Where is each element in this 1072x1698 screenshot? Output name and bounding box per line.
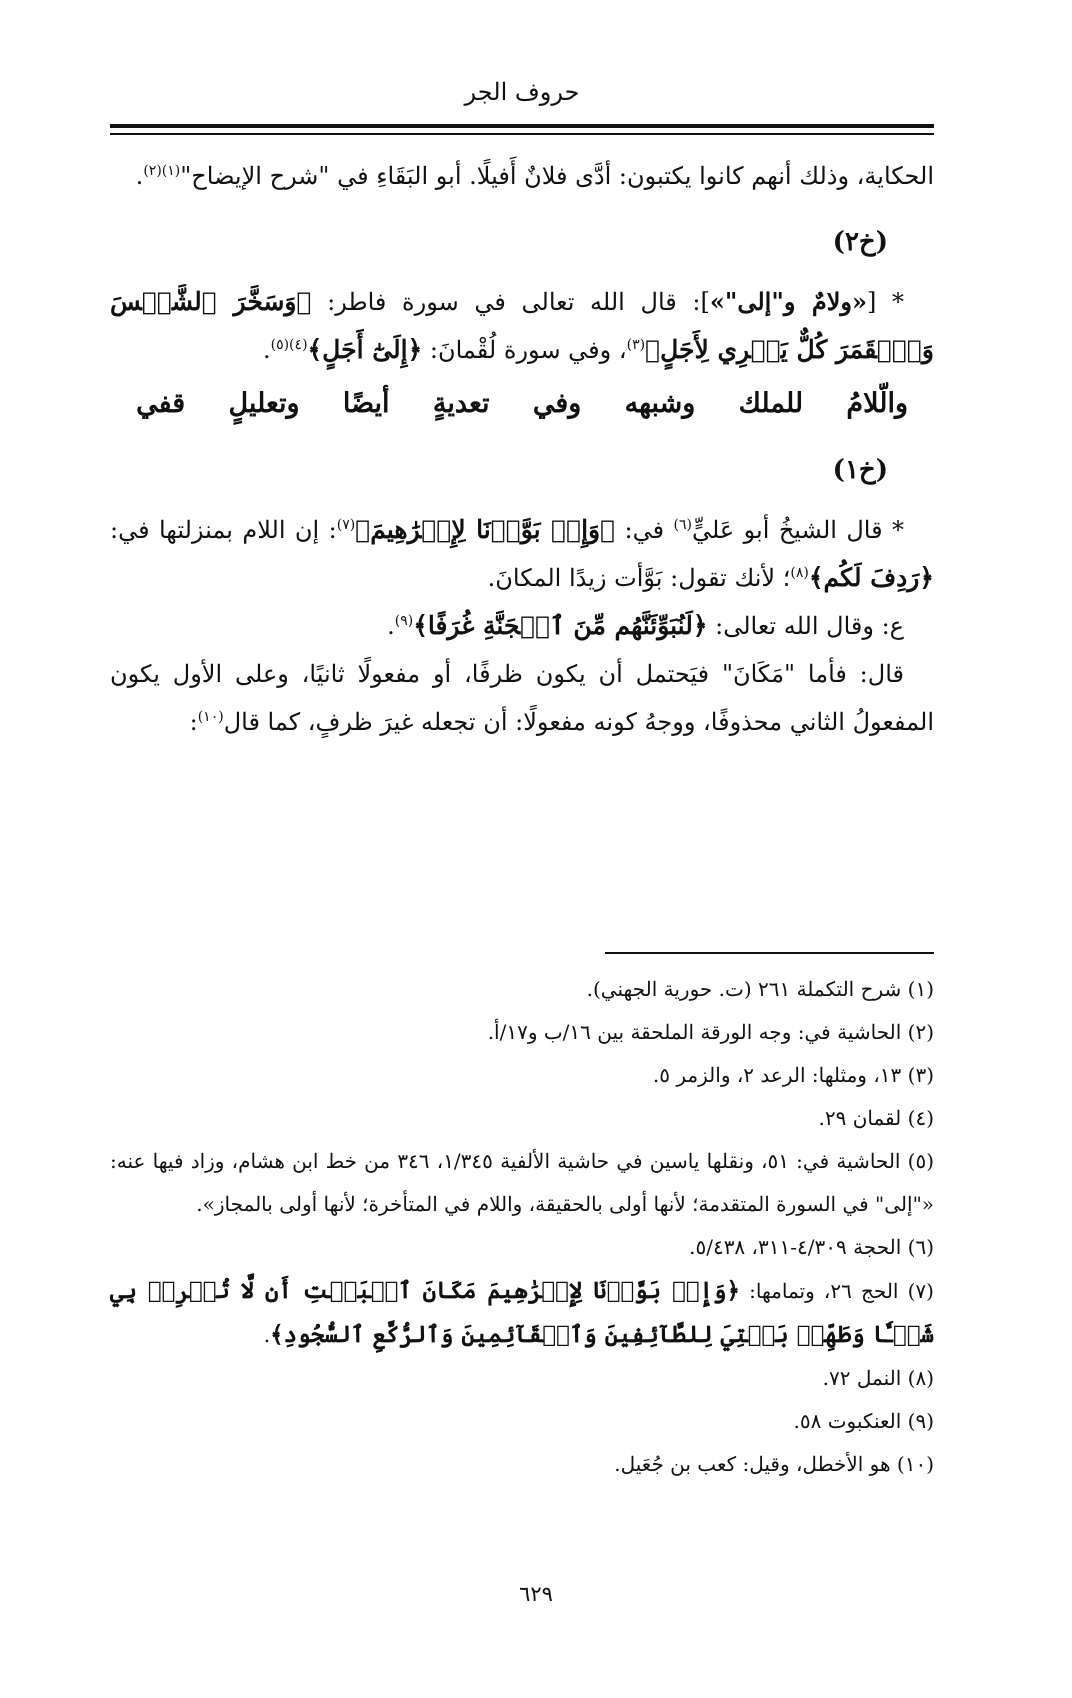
manuscript-marker-1: (خ١) — [832, 455, 888, 485]
footnote-1: (١) شرح التكملة ٢٦١ (ت. حورية الجهني). — [586, 977, 934, 1001]
footnote-6: (٦) الحجة ٤/٣٠٩-٣١١، ٥/٤٣٨. — [689, 1235, 934, 1259]
verse-word: تعديةٍ — [432, 388, 490, 419]
main-text — [110, 152, 934, 746]
verse-word: قفي — [136, 388, 186, 419]
quran-quote: ﴿إِلَىٰٓ أَجَلٍ﴾ — [307, 335, 423, 364]
footnote-ref: (٨) — [790, 565, 809, 581]
quran-quote: ﴿وَسَخَّرَ ٱلشَّمۡسَ وَٱلۡقَمَرَ كُلٌّ يَجۡرِي لِأَجَلٍ﴾ — [110, 287, 934, 364]
footnote-ref: (٦) — [673, 517, 692, 533]
footnote-7: (٧) الحج ٢٦، وتمامها: ﴿وَإِذۡ بَوَّأۡنَا لِإِبۡرَٰهِيمَ مَكَانَ ٱلۡبَيۡتِ أَن لَّا تُشۡرِكۡ بِي شَيۡـٔٗا وَطَهِّرۡ بَيۡتِيَ لِلطَّآئِفِينَ وَٱلۡقَآئِمِينَ وَٱلرُّكَّعِ ٱلسُّجُودِ﴾. — [110, 1277, 934, 1348]
footnote-5: (٥) الحاشية في: ٥١، ونقلها ياسين في حاشية الألفية ١/٣٤٥، ٣٤٦ من خط ابن هشام، وزاد فيها عنه: «"إلى" في السورة المتقدمة؛ لأنها أولى بالحقيقة، واللام في المتأخرة؛ لأنها أولى بالمجاز». — [110, 1149, 935, 1216]
paragraph-5: قال: فأما "مَكَانَ" فيَحتمل أن يكون ظرفًا، أو مفعولًا ثانيًا، وعلى الأول يكون المفعولُ الثاني محذوفًا، ووجهُ كونه مفعولًا: أن تجعله غيرَ ظرفٍ، كما قال$^{(١٠)}$: — [110, 660, 934, 736]
poem-verse — [136, 380, 908, 428]
paragraph-4: ع: وقال الله تعالى: ﴿لَنُبَوِّئَنَّهُم مِّنَ ٱلۡجَنَّةِ غُرَفًا﴾$^{(٩)}$. — [387, 611, 904, 640]
verse-word: أيضًا — [342, 388, 390, 419]
footnote-ref: (٩) — [394, 613, 414, 629]
quran-quote: ﴿وَإِذۡ بَوَّأۡنَا لِإِبۡرَٰهِيمَ﴾ — [355, 515, 616, 544]
verse-word: والّلامُ — [846, 388, 908, 419]
footnote-ref: (١٠) — [197, 709, 224, 725]
header-rule-thin — [110, 133, 934, 135]
quran-quote: ﴿وَإِذۡ بَوَّأۡنَا لِإِبۡرَٰهِيمَ مَكَانَ ٱلۡبَيۡتِ أَن لَّا تُشۡرِكۡ بِي شَيۡـٔٗا وَطَهِّرۡ بَيۡتِيَ لِلطَّآئِفِينَ وَٱلۡقَآئِمِينَ وَٱلرُّكَّعِ ٱلسُّجُودِ﴾ — [110, 1277, 934, 1348]
footnote-ref: (١)(٢) — [143, 163, 181, 179]
footnote-separator — [605, 952, 934, 954]
verse-word: وتعليلٍ — [228, 388, 300, 419]
quran-quote: ﴿لَنُبَوِّئَنَّهُم مِّنَ ٱلۡجَنَّةِ غُرَفًا﴾ — [413, 611, 708, 640]
quran-quote: ﴿رَدِفَ لَكُم﴾ — [808, 563, 934, 592]
manuscript-marker-2: (خ٢) — [832, 227, 888, 257]
verse-word: وفي — [532, 388, 582, 419]
footnote-3: (٣) ١٣، ومثلها: الرعد ٢، والزمر ٥. — [652, 1063, 934, 1087]
verse-word: وشبهه — [624, 388, 696, 419]
header-rule-thick — [110, 124, 934, 128]
footnote-8: (٨) النمل ٧٢. — [822, 1366, 934, 1390]
footnotes — [110, 968, 934, 1486]
footnote-9: (٩) العنكبوت ٥٨. — [793, 1409, 934, 1433]
page-number: ٦٢٩ — [519, 1582, 553, 1606]
paragraph-3: * قال الشيخُ أبو عَليٍّ$^{(٦)}$ في: ﴿وَإِذۡ بَوَّأۡنَا لِإِبۡرَٰهِيمَ﴾$^{(٧)}$: إن اللام بمنزلتها في: ﴿رَدِفَ لَكُم﴾$^{(٨)}$؛ لأنك تقول: بَوَّأت زيدًا المكانَ. — [110, 515, 934, 592]
paragraph-1: الحكاية، وذلك أنهم كانوا يكتبون: أدَّى فلانٌ أَفيلًا. أبو البَقَاءِ في "شرح الإيضاح"$^{(١)(٢)}$. — [135, 162, 934, 190]
footnote-ref: (٤)(٥) — [270, 337, 308, 353]
footnote-4: (٤) لقمان ٢٩. — [818, 1106, 934, 1130]
footnote-2: (٢) الحاشية في: وجه الورقة الملحقة بين ١٦/ب و١٧/أ. — [487, 1020, 934, 1044]
running-header: حروف الجر — [464, 78, 580, 106]
footnote-ref: (٧) — [336, 517, 356, 533]
footnote-10: (١٠) هو الأخطل، وقيل: كعب بن جُعَيل. — [614, 1452, 934, 1476]
footnote-ref: (٣) — [626, 337, 646, 353]
verse-word: للملك — [738, 388, 804, 419]
paragraph-2: * [«ولامٌ و"إلى"»]: قال الله تعالى في سورة فاطر: ﴿وَسَخَّرَ ٱلشَّمۡسَ وَٱلۡقَمَرَ كُلٌّ يَجۡرِي لِأَجَلٍ﴾$^{(٣)}$، وفي سورة لُقْمانَ: ﴿إِلَىٰٓ أَجَلٍ﴾$^{(٤)(٥)}$. — [110, 287, 934, 364]
